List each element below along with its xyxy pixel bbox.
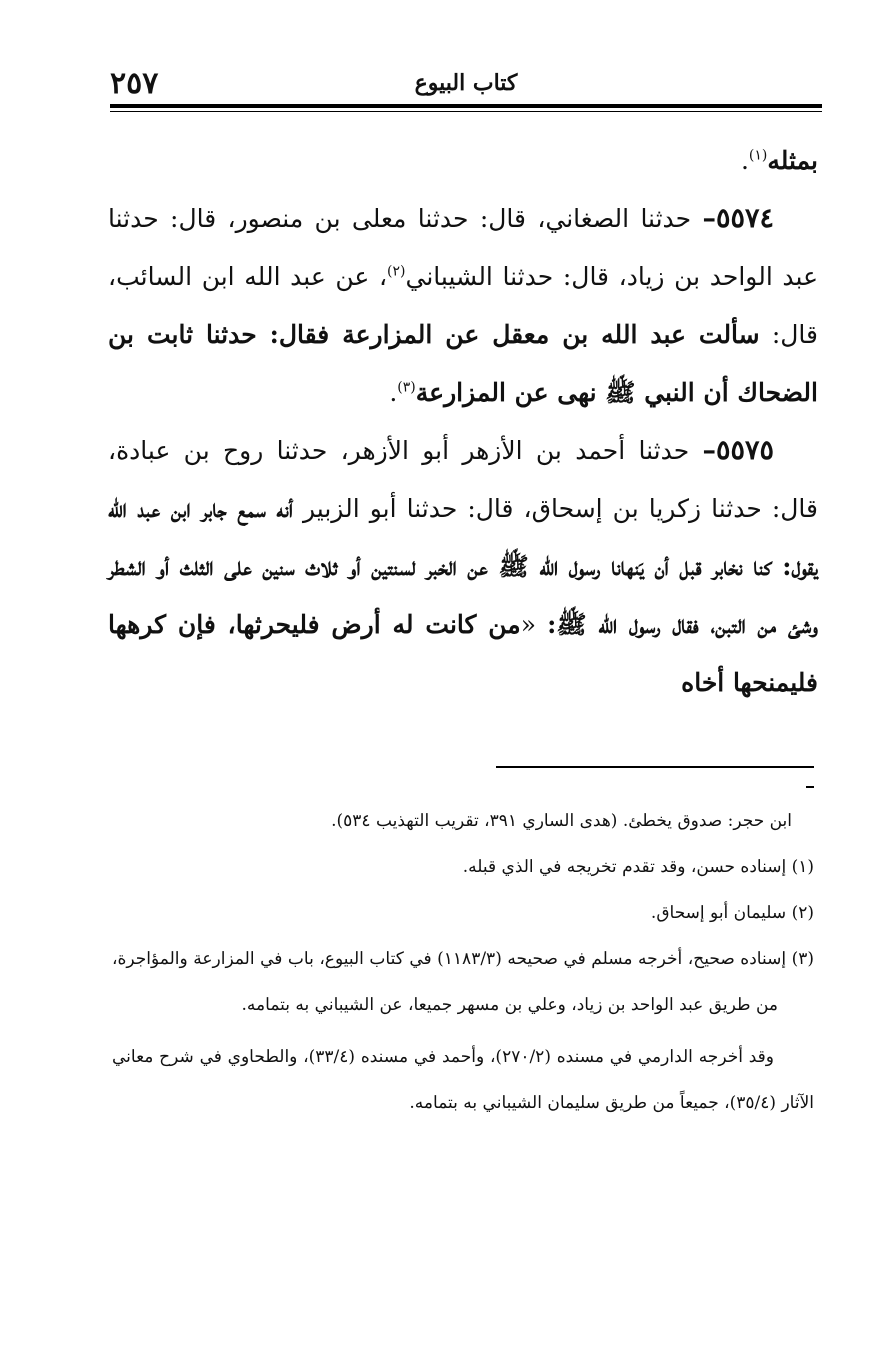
main-text	[108, 132, 818, 712]
footnote-1: (١) إسناده حسن، وقد تقدم تخريجه في الذي قبله.	[462, 857, 814, 877]
header-rule-thick	[110, 104, 822, 108]
hadith-number: ٥٥٧٤–	[702, 203, 774, 234]
paragraph-continuation: بمثله$^{(١)}$.	[740, 146, 818, 175]
chapter-title: كتاب البيوع	[414, 70, 518, 96]
hadith-number: ٥٥٧٥–	[702, 435, 774, 466]
page-number: ٢٥٧	[110, 66, 159, 101]
footnote-carryover: ابن حجر: صدوق يخطئ. (هدى الساري ٣٩١، تقريب التهذيب ٥٣٤).	[331, 811, 792, 831]
footnote-ref-2[interactable]: (٢)	[387, 263, 406, 280]
footnote-carry-mark	[806, 786, 814, 788]
hadith-5575: ٥٥٧٥– حدثنا أحمد بن الأزهر أبو الأزهر، حدثنا روح بن عبادة، قال: حدثنا زكريا بن إسحاق، قال: حدثنا أبو الزبير أنه سمع جابر ابن عبد الله يقول: كنا نخابر قبل أن يَنهانا رسول الله ﷺ عن الخبر لسنتين أو ثلاث سنين على الثلث أو الشطر وشئ من التبن، فقال رسول الله ﷺ: «من كانت له أرض فليحرثها، فإن كرهها فليمنحها أخاه	[108, 435, 818, 697]
running-header	[110, 66, 822, 104]
hadith-5574: ٥٥٧٤– حدثنا الصغاني، قال: حدثنا معلى بن منصور، قال: حدثنا عبد الواحد بن زياد، قال: حدثنا الشيباني$^{(٢)}$، عن عبد الله ابن السائب، قال: سألت عبد الله بن معقل عن المزارعة فقال: حدثنا ثابت بن الضحاك أن النبي ﷺ نهى عن المزارعة$^{(٣)}$.	[108, 203, 818, 407]
footnote-2: (٢) سليمان أبو إسحاق.	[650, 903, 814, 923]
header-rule-thin	[110, 111, 822, 112]
footnote-separator	[496, 766, 814, 768]
footnote-ref-3[interactable]: (٣)	[397, 379, 416, 396]
footnote-3: (٣) إسناده صحيح، أخرجه مسلم في صحيحه (١١٨٣/٣) في كتاب البيوع، باب في المزارعة والمؤاجرة، من طريق عبد الواحد بن زياد، وعلي بن مسهر جميعا، عن الشيباني به بتمامه.	[112, 949, 814, 1015]
footnote-3-continued: وقد أخرجه الدارمي في مسنده (٢٧٠/٢)، وأحمد في مسنده (٣٣/٤)، والطحاوي في شرح معاني الآثار (٣٥/٤)، جميعاً من طريق سليمان الشيباني به بتمامه.	[112, 1047, 814, 1113]
footnote-ref-1[interactable]: (١)	[748, 147, 768, 164]
footnotes	[112, 798, 814, 1126]
